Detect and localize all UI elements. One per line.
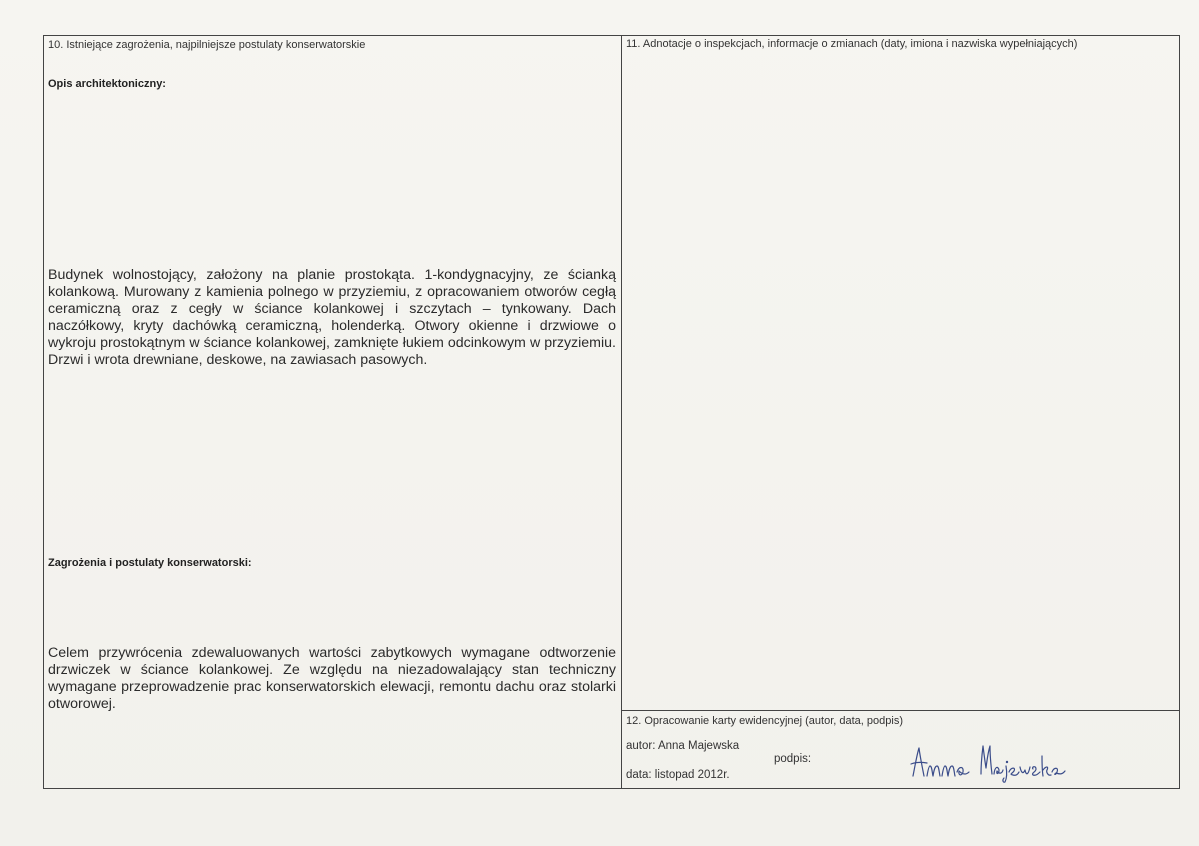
handwritten-signature	[909, 736, 1089, 784]
section-10-header: 10. Istniejące zagrożenia, najpilniejsze postulaty konserwatorskie	[48, 39, 366, 51]
opis-text: Budynek wolnostojący, założony na planie prostokąta. 1-kondygnacyjny, ze ścianką kolankową. Murowany z kamienia polnego w przyziemiu, z opracowaniem otworów cegłą ceramiczną oraz z cegły w ściance kolankowej i szczytach – tynkowany. Dach naczółkowy, kryty dachówką ceramiczną, holenderką. Otwory okienne i drzwiowe o wykroju prostokątnym w ściance kolankowej, zamknięte łukiem odcinkowym w przyziemiu. Drzwi i wrota drewniane, deskowe, na zawiasach pasowych.	[48, 267, 616, 368]
form-table	[43, 35, 1180, 789]
signature-label: podpis:	[774, 753, 812, 765]
zagrozenia-heading: Zagrożenia i postulaty konserwatorski:	[48, 557, 252, 569]
opis-heading: Opis architektoniczny:	[48, 78, 166, 90]
author-field: autor: Anna Majewska	[626, 740, 740, 752]
section-12-header: 12. Opracowanie karty ewidencyjnej (autor, data, podpis)	[626, 715, 903, 727]
section-12-divider	[622, 710, 1180, 711]
zagrozenia-text: Celem przywrócenia zdewaluowanych wartości zabytkowych wymagane odtworzenie drzwiczek w ściance kolankowej. Ze względu na niezadowalający stan techniczny wymagane przeprowadzenie prac konserwatorskich elewacji, remontu dachu oraz stolarki otworowej.	[48, 645, 616, 712]
column-divider	[621, 36, 622, 788]
date-field: data: listopad 2012r.	[626, 769, 730, 781]
section-11-header: 11. Adnotacje o inspekcjach, informacje o zmianach (daty, imiona i nazwiska wypełniających)	[626, 38, 1078, 50]
